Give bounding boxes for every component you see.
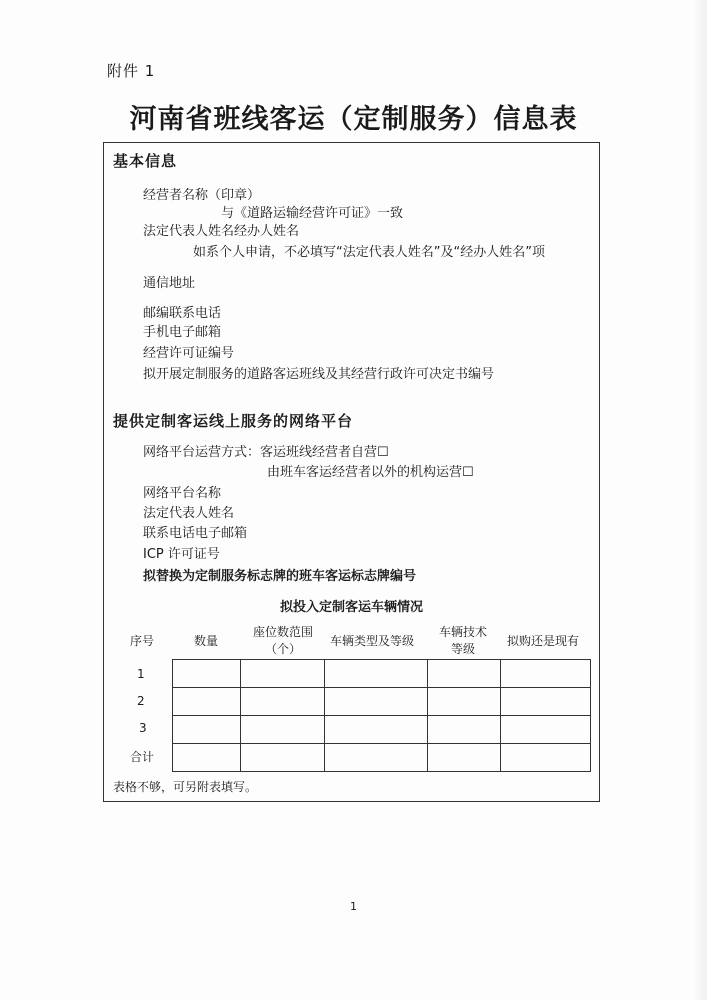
table-cell[interactable] [325, 660, 428, 688]
table-cell[interactable] [325, 744, 428, 772]
col-header-tech-grade-line1: 车辆技术 [438, 625, 487, 639]
address-field: 通信地址 [143, 276, 196, 291]
row-label-3: 3 [139, 721, 147, 735]
table-cell[interactable] [428, 716, 501, 744]
col-header-purchase: 拟购还是现有 [507, 634, 580, 648]
col-header-type-grade: 车辆类型及等级 [330, 634, 415, 648]
mobile-email-field: 手机电子邮箱 [143, 325, 222, 340]
table-cell[interactable] [325, 716, 428, 744]
vehicle-table [172, 659, 591, 772]
col-header-index: 序号 [130, 634, 155, 648]
table-cell[interactable] [241, 660, 325, 688]
postcode-phone-field: 邮编联系电话 [143, 306, 222, 321]
table-cell[interactable] [501, 688, 591, 716]
table-cell[interactable] [173, 660, 241, 688]
table-cell[interactable] [428, 744, 501, 772]
platform-name-field: 网络平台名称 [143, 486, 222, 501]
platform-legal-rep-field: 法定代表人姓名 [143, 506, 235, 521]
table-cell[interactable] [428, 660, 501, 688]
platform-operation-mode-alt: 由班车客运经营者以外的机构运营☐ [267, 465, 474, 480]
platform-heading: 提供定制客运线上服务的网络平台 [113, 412, 354, 430]
table-cell[interactable] [501, 716, 591, 744]
table-row [173, 716, 591, 744]
icp-license-field: ICP 许可证号 [143, 547, 220, 562]
attachment-label: 附件 1 [107, 62, 156, 80]
route-license-field: 拟开展定制服务的道路客运班线及其经营行政许可决定书编号 [143, 367, 495, 382]
sign-replace-field: 拟替换为定制服务标志牌的班车客运标志牌编号 [143, 569, 417, 584]
vehicle-table-title: 拟投入定制客运车辆情况 [279, 600, 423, 615]
table-row [173, 744, 591, 772]
basic-info-heading: 基本信息 [113, 152, 178, 170]
legal-rep-field: 法定代表人姓名经办人姓名 [143, 224, 300, 239]
table-cell[interactable] [325, 688, 428, 716]
table-cell[interactable] [173, 716, 241, 744]
col-header-seat-range [241, 624, 325, 658]
table-cell[interactable] [241, 688, 325, 716]
row-label-2: 2 [137, 694, 145, 708]
legal-rep-note: 如系个人申请，不必填写“法定代表人姓名”及“经办人姓名”项 [193, 245, 545, 260]
table-cell[interactable] [241, 716, 325, 744]
license-number-field: 经营许可证编号 [143, 346, 235, 361]
table-cell[interactable] [501, 660, 591, 688]
table-row [173, 688, 591, 716]
col-header-tech-grade-line2: 等级 [450, 642, 475, 656]
table-cell[interactable] [173, 688, 241, 716]
table-cell[interactable] [173, 744, 241, 772]
row-label-1: 1 [137, 667, 145, 681]
col-header-seat-range-line1: 座位数范围 [252, 625, 313, 639]
platform-contact-field: 联系电话电子邮箱 [143, 526, 248, 541]
platform-operation-mode: 网络平台运营方式：客运班线经营者自营☐ [143, 445, 389, 460]
page-number: 1 [350, 900, 357, 913]
table-footnote: 表格不够，可另附表填写。 [113, 780, 258, 794]
page-title: 河南省班线客运（定制服务）信息表 [129, 104, 578, 135]
row-label-total: 合计 [130, 750, 155, 764]
scan-shadow-edge [693, 0, 707, 1000]
operator-name-note: 与《道路运输经营许可证》一致 [221, 206, 404, 221]
col-header-quantity: 数量 [194, 634, 219, 648]
table-cell[interactable] [241, 744, 325, 772]
table-cell[interactable] [501, 744, 591, 772]
col-header-seat-range-line2: （个） [264, 642, 301, 656]
col-header-tech-grade [428, 624, 498, 658]
table-row [173, 660, 591, 688]
table-cell[interactable] [428, 688, 501, 716]
operator-name-field: 经营者名称（印章） [143, 188, 261, 203]
